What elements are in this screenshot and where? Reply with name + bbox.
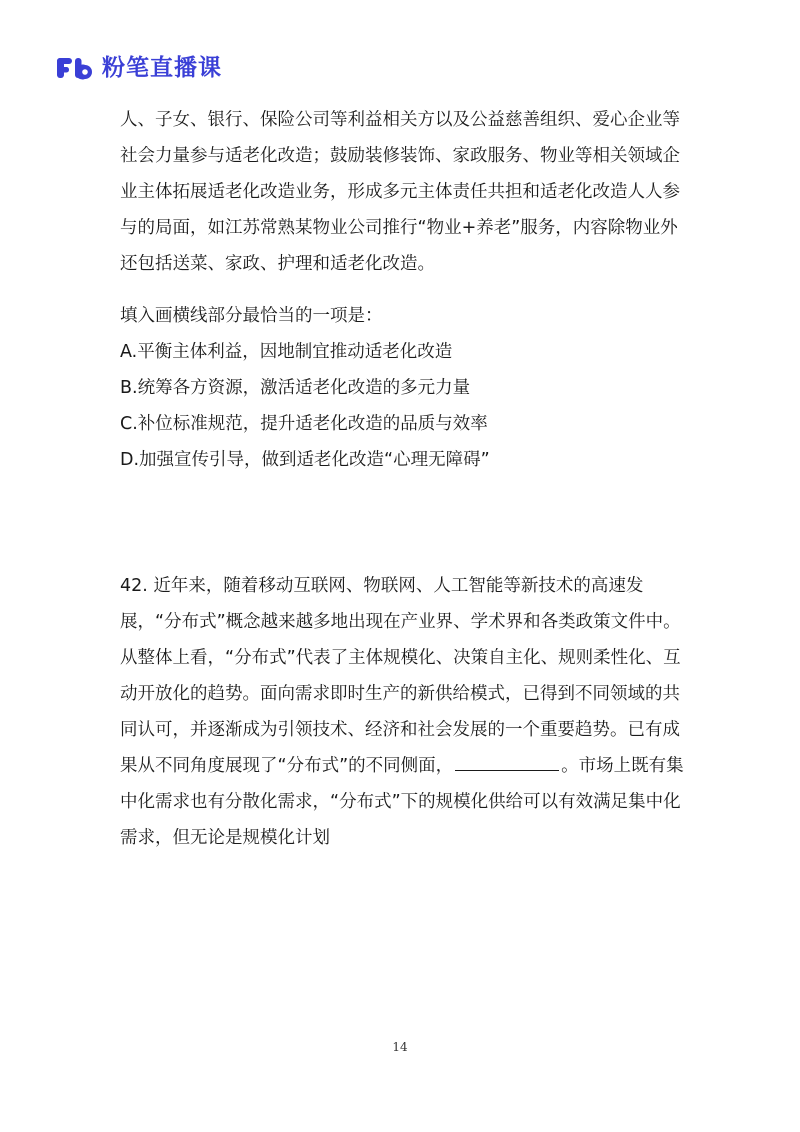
question-42-before-blank: 42. 近年来，随着移动互联网、物联网、人工智能等新技术的高速发展，“分布式”概念越来越多地出现在产业界、学术界和各类政策文件中。从整体上看，“分布式”代表了主体规模化、决策自主化、规则柔性化、互动开放化的趋势。面向需求即时生产的新供给模式，已得到不同领域的共同认可，并逐渐成为引领技术、经济和社会发展的一个重要趋势。已有成果从不同角度展现了“分布式”的不同侧面， [120,576,681,776]
fb-logo-icon [56,54,94,82]
question-41-prompt: 填入画横线部分最恰当的一项是： [120,306,383,326]
brand-name: 粉笔直播课 [102,55,222,81]
option-c: C.补位标准规范，提升适老化改造的品质与效率 [120,414,488,434]
option-d: D.加强宣传引导，做到适老化改造“心理无障碍” [120,450,490,470]
page-number: 14 [392,1040,408,1054]
option-b: B.统筹各方资源，激活适老化改造的多元力量 [120,378,471,398]
option-a: A.平衡主体利益，因地制宜推动适老化改造 [120,342,453,362]
question-42-after-blank: 。市场上既有集中化需求也有分散化需求，“分布式”下的规模化供给可以有效满足集中化需求，但无论是规模化计划 [120,756,684,848]
passage-continued: 人、子女、银行、保险公司等利益相关方以及公益慈善组织、爱心企业等社会力量参与适老化改造；鼓励装修装饰、家政服务、物业等相关领域企业主体拓展适老化改造业务，形成多元主体责任共担和适老化改造人人参与的局面，如江苏常熟某物业公司推行“物业+养老”服务，内容除物业外还包括送菜、家政、护理和适老化改造。 [120,110,680,274]
header [56,52,222,84]
document-body [120,102,685,856]
question-42-text [120,568,685,856]
answer-blank [455,752,559,771]
